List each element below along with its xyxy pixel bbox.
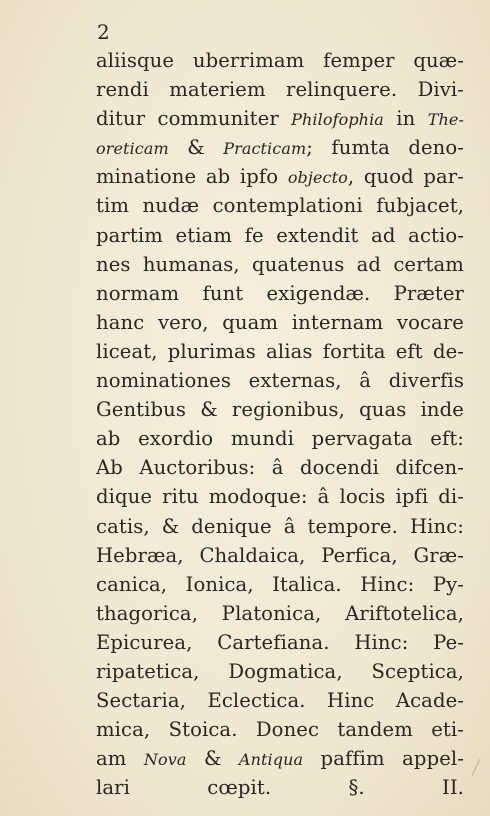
text-line — [96, 221, 464, 250]
text-run: canica, Ionica, Italica. Hinc: Py- — [96, 572, 464, 596]
text-run: nes humanas, quatenus ad certam — [96, 252, 464, 276]
text-line — [96, 657, 464, 686]
text-line — [96, 46, 464, 75]
text-run: & — [186, 747, 239, 771]
text-line — [96, 482, 464, 511]
text-run: normam funt exigendæ. Præter — [96, 281, 464, 305]
text-run: Sectaria, Eclectica. Hinc Acade- — [96, 689, 464, 713]
text-line — [96, 773, 464, 802]
text-run: rendi materiem relinquere. Divi- — [96, 78, 464, 102]
margin-mark — [472, 759, 488, 779]
italic-term: objecto — [287, 168, 348, 188]
text-run: thagorica, Platonica, Ariftotelica, — [96, 601, 464, 625]
text-run: mica, Stoica. Donec tandem eti- — [96, 718, 464, 742]
text-line — [96, 250, 464, 279]
text-run: am — [96, 747, 144, 771]
text-run: & — [168, 136, 224, 160]
italic-term: oreticam — [96, 139, 169, 159]
text-run: lari cœpit. §. II. — [96, 776, 464, 800]
text-run: Hebræa, Chaldaica, Perfica, Græ- — [96, 543, 464, 567]
text-run: catis, & denique â tempore. Hinc: — [96, 514, 464, 538]
text-run: hanc vero, quam internam vocare — [96, 310, 464, 334]
italic-term: Philofophia — [291, 110, 384, 130]
text-run: aliisque uberrimam femper quæ- — [96, 49, 464, 72]
text-run: ditur communiter — [96, 107, 292, 131]
text-line — [96, 686, 464, 715]
italic-term: The- — [427, 110, 464, 130]
text-line — [96, 395, 464, 424]
text-line — [96, 541, 464, 570]
text-run: dique ritu modoque: â locis ipfi di- — [96, 485, 464, 509]
text-run: nominationes externas, â diverfis — [96, 369, 464, 393]
italic-term: Nova — [143, 750, 187, 770]
text-run: ; fumta deno- — [306, 136, 464, 160]
text-run: Ab Auctoribus: â docendi difcen- — [96, 456, 464, 480]
text-line — [96, 133, 464, 162]
italic-term: Antiqua — [238, 750, 304, 770]
text-line — [96, 628, 464, 657]
text-run: liceat, plurimas alias fortita eft de- — [96, 339, 464, 363]
text-run: , quod par- — [347, 165, 464, 189]
italic-term: Practicam — [223, 139, 307, 159]
text-line — [96, 162, 464, 191]
text-run: ripatetica, Dogmatica, Sceptica, — [96, 659, 464, 683]
text-run: partim etiam fe extendit ad actio- — [96, 223, 464, 247]
text-line — [96, 424, 464, 453]
text-run: minatione ab ipfo — [96, 165, 288, 189]
text-run: Epicurea, Cartefiana. Hinc: Pe- — [96, 630, 464, 654]
text-run: tim nudæ contemplationi fubjacet, — [96, 194, 464, 218]
text-line — [96, 191, 464, 220]
text-line — [96, 279, 464, 308]
text-line — [96, 337, 464, 366]
text-run: in — [383, 107, 428, 131]
text-line — [96, 453, 464, 482]
text-run: Gentibus & regionibus, quas inde — [96, 398, 464, 422]
text-line — [96, 512, 464, 541]
text-line — [96, 308, 464, 337]
body-text — [96, 46, 464, 802]
text-line — [96, 744, 464, 773]
text-line — [96, 104, 464, 133]
text-line — [96, 570, 464, 599]
text-line — [96, 75, 464, 104]
text-line — [96, 715, 464, 744]
page-number: 2 — [97, 20, 110, 44]
text-line — [96, 366, 464, 395]
text-line — [96, 599, 464, 628]
text-run: paffim appel- — [303, 747, 464, 771]
text-run: ab exordio mundi pervagata eft: — [96, 427, 464, 451]
